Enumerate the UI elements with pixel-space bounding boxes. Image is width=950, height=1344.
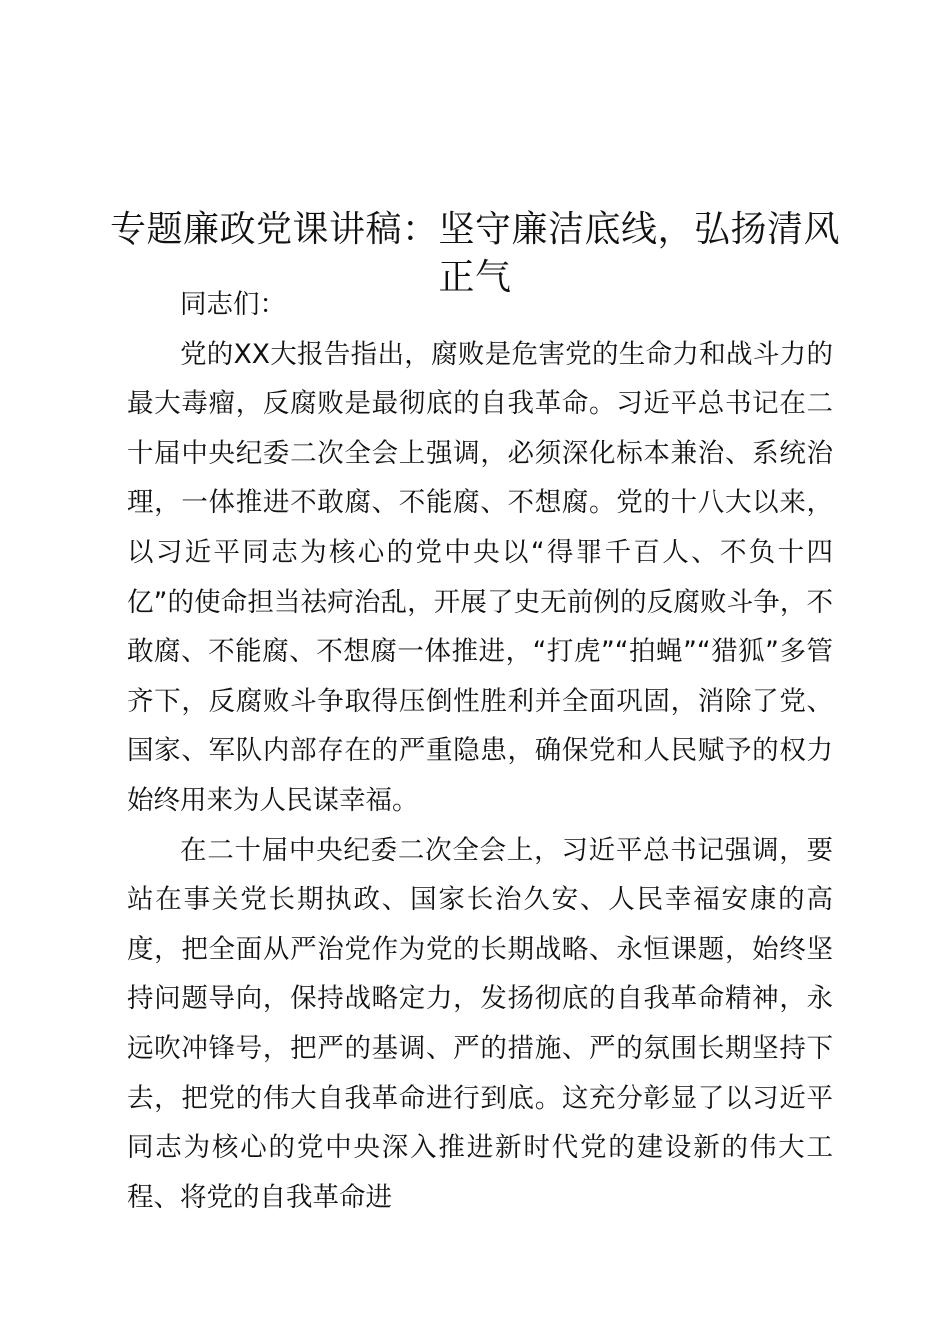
document-title: 专题廉政党课讲稿：坚守廉洁底线，弘扬清风正气	[109, 209, 840, 299]
document-body	[127, 280, 833, 1222]
paragraph-1: 党的XX大报告指出，腐败是危害党的生命力和战斗力的最大毒瘤，反腐败是最彻底的自我革命。习近平总书记在二十届中央纪委二次全会上强调，必须深化标本兼治、系统治理，一体推进不敢腐、不能腐、不想腐。党的十八大以来，以习近平同志为核心的党中央以“得罪千百人、不负十四亿”的使命担当祛疴治乱，开展了史无前例的反腐败斗争，不敢腐、不能腐、不想腐一体推进，“打虎”“拍蝇”“猎狐”多管齐下，反腐败斗争取得压倒性胜利并全面巩固，消除了党、国家、军队内部存在的严重隐患，确保党和人民赋予的权力始终用来为人民谋幸福。	[127, 338, 833, 816]
salutation: 同志们：	[180, 289, 286, 320]
paragraph-2: 在二十届中央纪委二次全会上，习近平总书记强调，要站在事关党长期执政、国家长治久安、人民幸福安康的高度，把全面从严治党作为党的长期战略、永恒课题，始终坚持问题导向，保持战略定力，发扬彻底的自我革命精神，永远吹冲锋号，把严的基调、严的措施、严的氛围长期坚持下去，把党的伟大自我革命进行到底。这充分彰显了以习近平同志为核心的党中央深入推进新时代党的建设新的伟大工程、将党的自我革命进	[127, 834, 833, 1213]
